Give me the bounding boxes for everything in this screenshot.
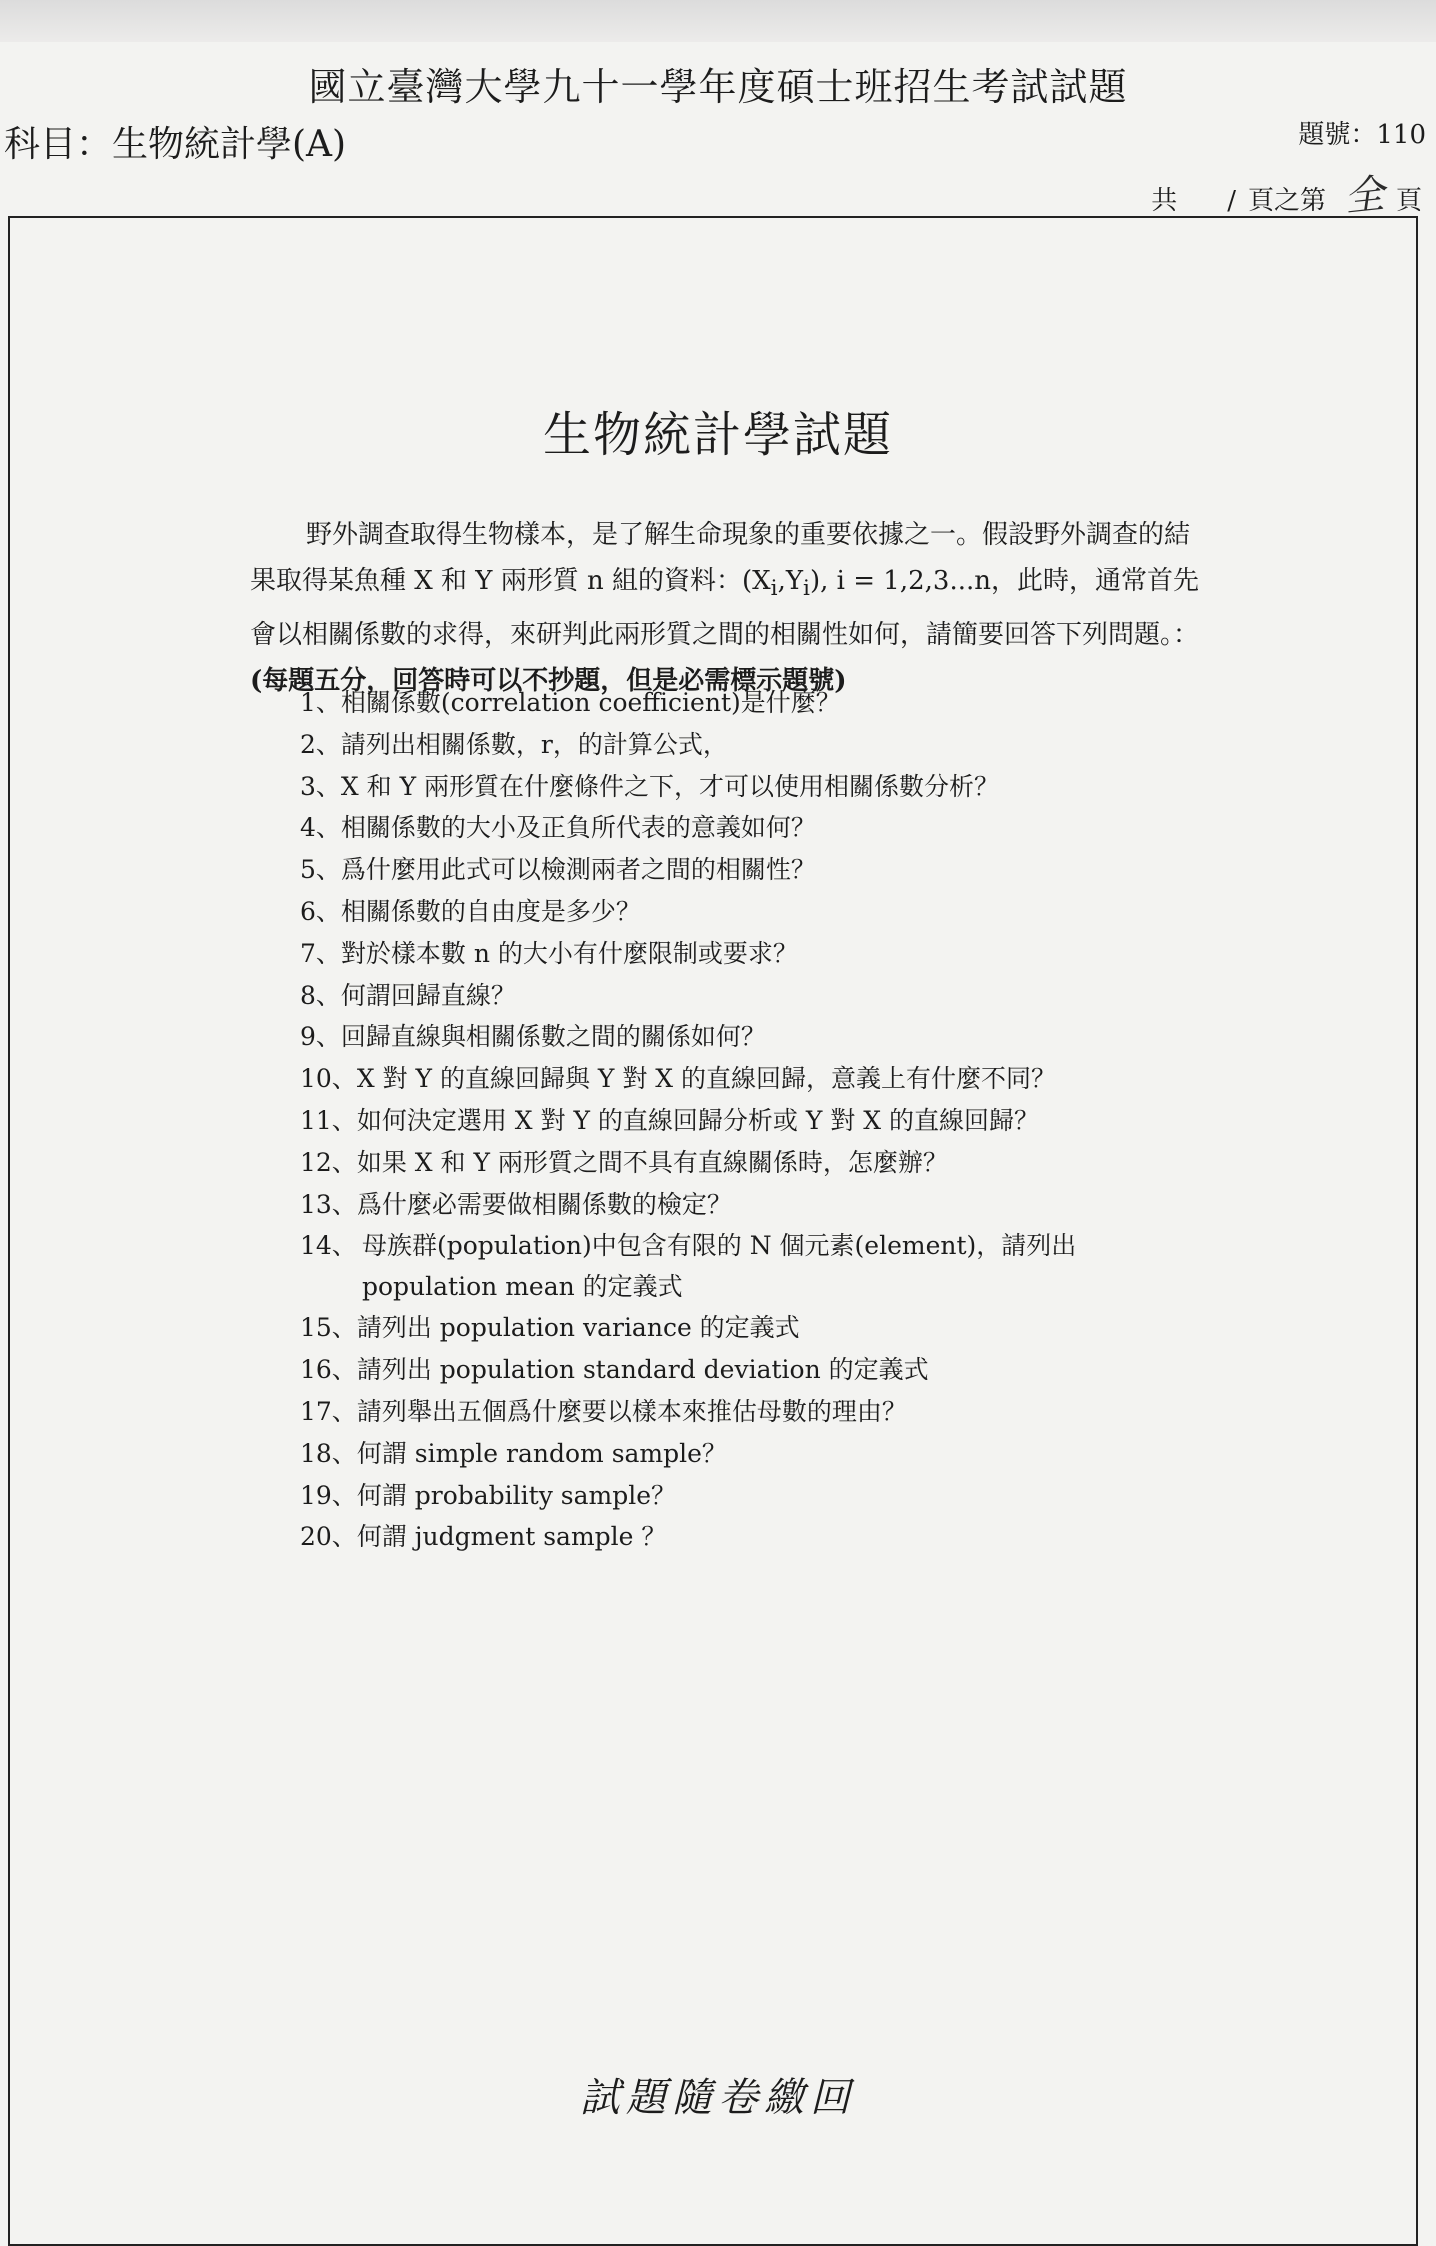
exam-title: 生物統計學試題	[542, 407, 893, 463]
exam-header-title: 國立臺灣大學九十一學年度碩士班招生考試試題	[308, 65, 1128, 109]
question-item: 13、 爲什麼必需要做相關係數的檢定？	[300, 1189, 732, 1219]
page-count	[1151, 164, 1422, 221]
question-item: 7、 對於樣本數 n 的大小有什麼限制或要求？	[300, 938, 798, 968]
question-item: 12、 如果 X 和 Y 兩形質之間不具有直線關係時，怎麼辦？	[300, 1147, 948, 1177]
question-list	[300, 682, 1220, 1558]
question-item: 1、 相關係數(correlation coefficient)是什麼？	[300, 688, 841, 717]
intro-paragraph: 野外調查取得生物樣本，是了解生命現象的重要依據之一。假設野外調查的結果取得某魚種 X 和 Y 兩形質 n 組的資料：$(X_i,Y_i)$, i = 1,2,3...n，此時，通常首先會以相關係數的求得，來研判此兩形質之間的相關性如何，請簡要回答下列問題。：(每題五分，回答時可以不抄題，但是必需標示題號)	[250, 520, 1200, 697]
handwritten-page-mark: 全	[1342, 171, 1387, 221]
question-item: 15、 請列出 population variance 的定義式	[300, 1313, 800, 1343]
question-item: 2、 請列出相關係數，r，的計算公式，	[300, 729, 728, 759]
question-item: 11、 如何決定選用 X 對 Y 的直線回歸分析或 Y 對 X 的直線回歸？	[300, 1105, 1039, 1135]
question-item: 20、 何謂 judgment sample ？	[300, 1522, 667, 1552]
question-number: 題號：110	[1298, 120, 1426, 150]
question-item: 19、 何謂 probability sample？	[300, 1480, 677, 1510]
question-item: 3、 X 和 Y 兩形質在什麼條件之下，才可以使用相關係數分析？	[300, 771, 1000, 801]
return-exam-note: 試題隨卷繳回	[580, 2075, 856, 2121]
question-item: 10、 X 對 Y 的直線回歸與 Y 對 X 的直線回歸，意義上有什麼不同？	[300, 1064, 1057, 1094]
pages-unit: 頁	[1395, 186, 1422, 216]
question-item: 9、 回歸直線與相關係數之間的關係如何？	[300, 1022, 766, 1052]
question-item: 8、 何謂回歸直線？	[300, 980, 516, 1010]
question-item: 18、 何謂 simple random sample？	[300, 1438, 727, 1468]
question-item: 4、 相關係數的大小及正負所代表的意義如何？	[300, 813, 816, 843]
question-item: 5、 爲什麼用此式可以檢測兩者之間的相關性？	[300, 855, 816, 885]
pages-of-label: 頁之第	[1247, 186, 1326, 216]
question-item: 14、 母族群(population)中包含有限的 N 個元素(element)，請列出 population mean 的定義式	[300, 1231, 1077, 1302]
intro-instructions: (每題五分，回答時可以不抄題，但是必需標示題號)	[250, 666, 847, 697]
question-item: 6、 相關係數的自由度是多少？	[300, 896, 641, 926]
pages-slash: /	[1227, 186, 1236, 216]
question-item: 16、 請列出 population standard deviation 的定義式	[300, 1355, 929, 1385]
subject-label: 科目：生物統計學(A)	[4, 124, 347, 165]
scan-edge	[0, 0, 1436, 42]
question-item: 17、 請列舉出五個爲什麼要以樣本來推估母數的理由？	[300, 1396, 907, 1426]
pages-total-label: 共	[1151, 186, 1178, 216]
